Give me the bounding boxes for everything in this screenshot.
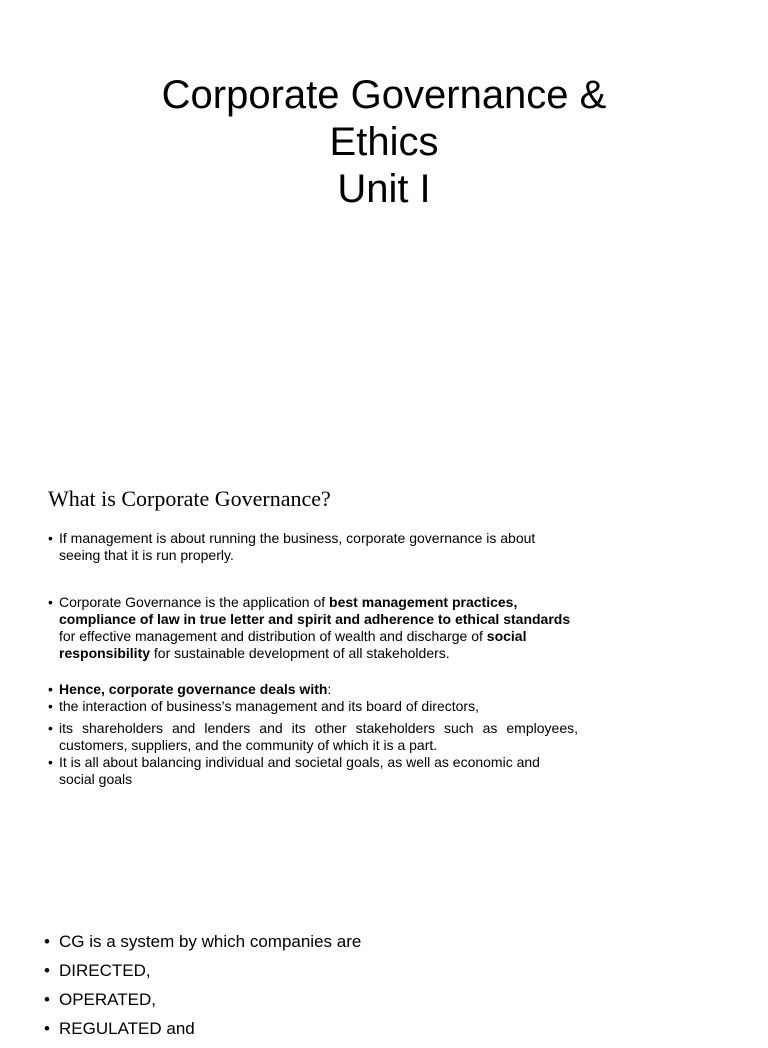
list-item <box>44 990 644 1019</box>
list-item-text: DIRECTED, <box>59 961 151 980</box>
list-slide <box>0 928 768 1038</box>
list-item <box>44 961 644 990</box>
bullet-text: : <box>327 681 332 697</box>
bullet-item <box>48 720 578 754</box>
big-bullet-list <box>44 932 644 1048</box>
bullet-marker: • <box>48 594 53 610</box>
bullet-text: for effective management and distribution of wealth and discharge of <box>59 628 487 644</box>
bullet-marker: • <box>48 681 53 697</box>
bullet-item <box>48 594 578 662</box>
bullet-item <box>48 754 578 788</box>
list-item <box>44 1019 644 1048</box>
bullet-marker: • <box>44 1019 50 1038</box>
bullet-text: If management is about running the business, corporate governance is about seeing that it is run properly. <box>59 530 536 563</box>
bullet-item <box>48 698 578 715</box>
bullet-text: It is all about balancing individual and societal goals, as well as economic and social goals <box>59 754 540 787</box>
bullet-marker: • <box>48 530 53 546</box>
bullet-bold-text: Hence, corporate governance deals with <box>59 681 328 697</box>
bullet-text: its shareholders and lenders and its other stakeholders such as employees, customers, suppliers, and the community of which it is a part. <box>59 720 578 753</box>
bullet-text: for sustainable development of all stakeholders. <box>150 645 450 661</box>
list-item-text: REGULATED and <box>59 1019 195 1038</box>
bullet-list <box>48 530 578 788</box>
list-item <box>44 932 644 961</box>
bullet-marker: • <box>44 932 50 951</box>
bullet-bold-text: social responsibility <box>59 628 527 661</box>
bullet-text: Corporate Governance is the application of <box>59 594 330 610</box>
bullet-marker: • <box>48 720 53 736</box>
title-slide <box>0 0 768 440</box>
list-item-text: CG is a system by which companies are <box>59 932 362 951</box>
bullet-bold-text: best management practices, compliance of law in true letter and spirit and adherence to ethical standards <box>59 594 571 627</box>
bullet-marker: • <box>48 754 53 770</box>
list-item-text: OPERATED, <box>59 990 156 1009</box>
bullet-marker: • <box>48 698 53 714</box>
section-heading: What is Corporate Governance? <box>48 486 331 511</box>
bullet-marker: • <box>44 961 50 980</box>
title-line-2: Ethics <box>329 120 439 164</box>
bullet-item <box>48 681 578 698</box>
bullet-item <box>48 530 578 564</box>
bullet-text: the interaction of business’s management and its board of directors, <box>59 698 479 714</box>
content-slide <box>0 472 768 872</box>
title-line-1: Corporate Governance & <box>161 73 607 117</box>
title-line-3: Unit I <box>337 167 431 211</box>
bullet-marker: • <box>44 990 50 1009</box>
slide-title <box>0 72 768 213</box>
